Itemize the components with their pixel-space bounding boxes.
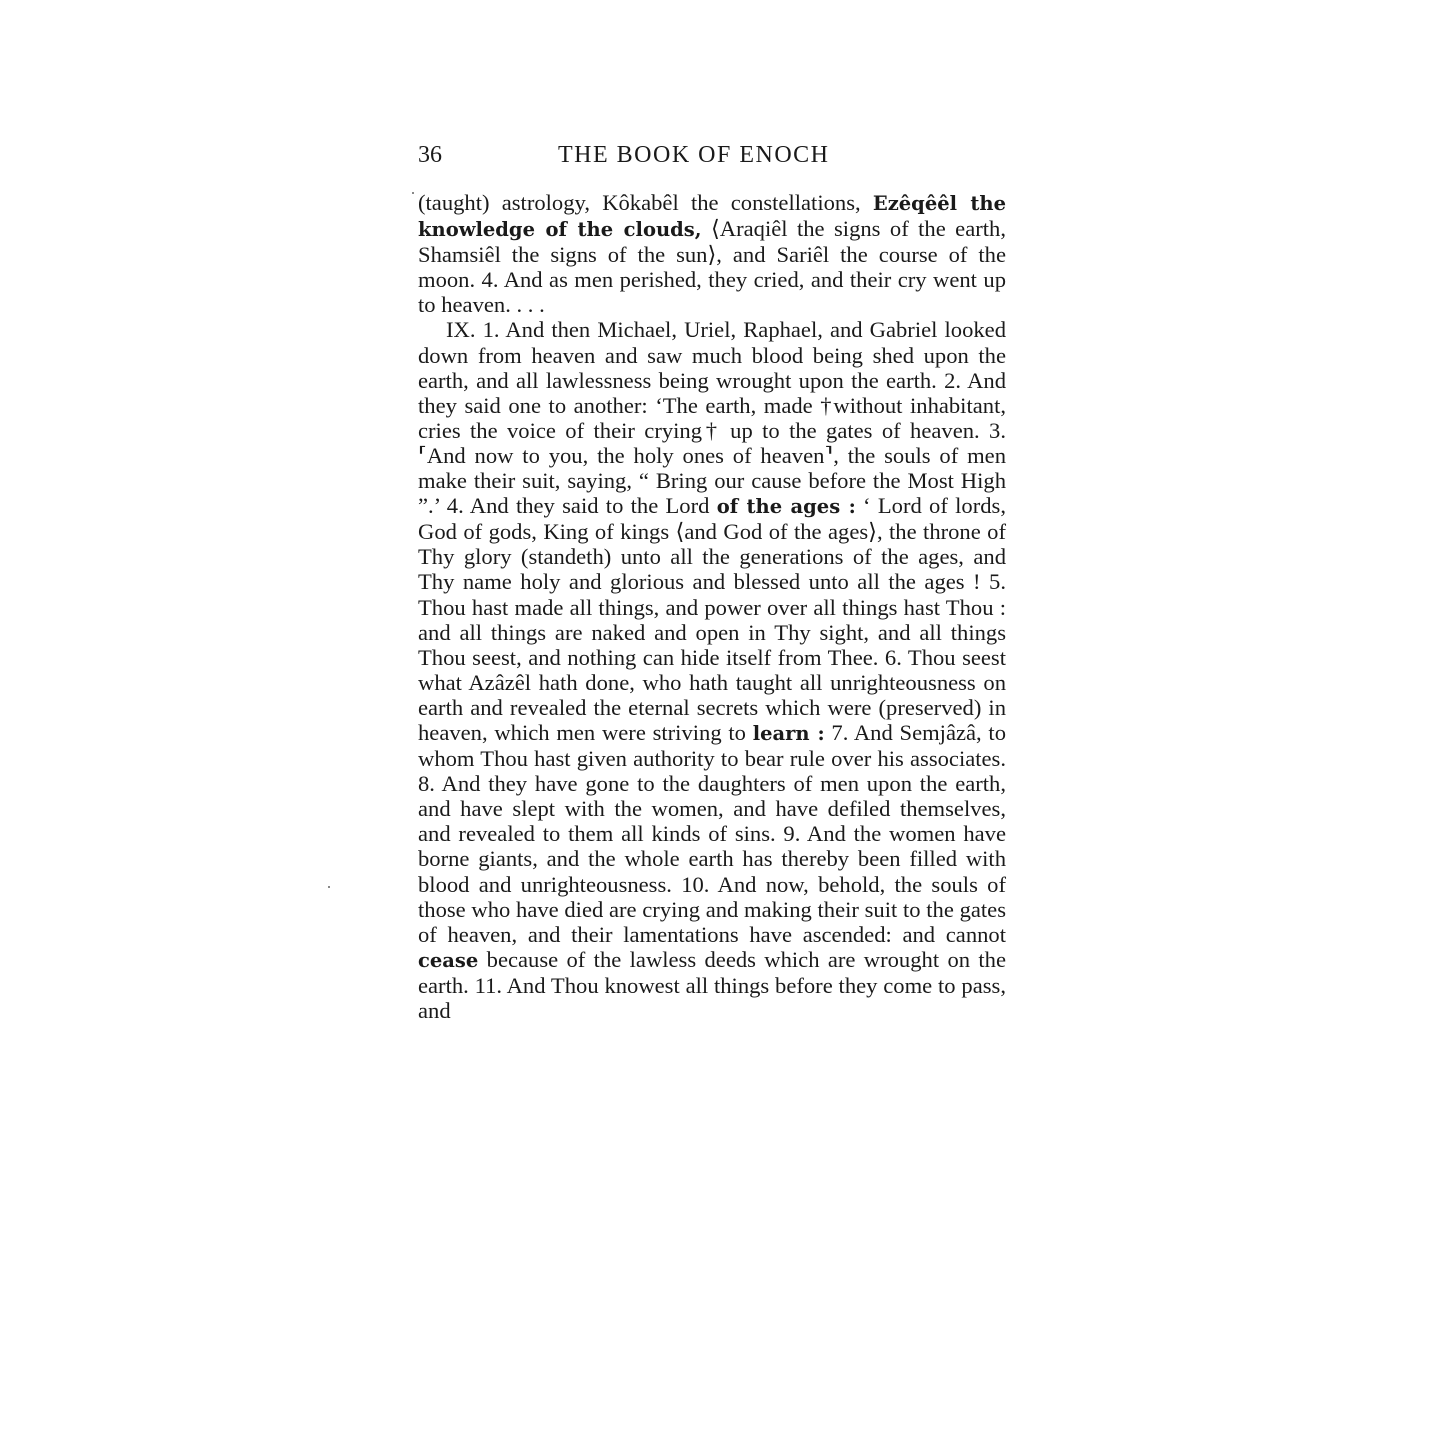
paragraph-chapter-8-end xyxy=(418,190,1006,317)
bold-text-span: learn : xyxy=(752,721,825,745)
paragraph-chapter-9 xyxy=(418,317,1006,1023)
text-span: (taught) astrology, Kôkabêl the constellations, xyxy=(418,190,873,215)
book-page xyxy=(418,140,1006,1023)
bold-text-span: cease xyxy=(418,948,479,972)
scan-speck xyxy=(328,886,330,888)
page-number: 36 xyxy=(418,142,442,168)
bold-text-span: of the ages : xyxy=(716,495,856,519)
text-span: because of the lawless deeds which are wrought on the earth. 11. And Thou knowest all things before they come to pass, and xyxy=(418,946,1006,1023)
running-title: THE BOOK OF ENOCH xyxy=(558,142,830,168)
page-header xyxy=(418,140,1006,174)
bold-text-span: Ezêqêêl the knowledge of the clouds, xyxy=(418,192,1006,242)
text-span: ⟨Araqiêl the signs of the earth, Shamsiêl the signs of the sun⟩, and Sariêl the course of the moon. 4. And as men perished, they cried, and their cry went up to heaven. . . . xyxy=(418,216,1006,318)
text-span: IX. 1. And then Michael, Uriel, Raphael, and Gabriel looked down from heaven and saw much blood being shed upon the earth, and all lawlessness being wrought upon the earth. 2. And they said one to another: ‘The earth, made †without inhabitant, cries the voice of their crying† up to the gates of heaven. 3. ⸢And now to you, the holy ones of heaven⸣, the souls of men make their suit, saying, “ Bring our cause before the Most High ”.’ 4. And they said to the Lord xyxy=(418,317,1006,519)
text-span: ‘ Lord of lords, God of gods, King of kings ⟨and God of the ages⟩, the throne of Thy glory (standeth) unto all the generations of the ages, and Thy name holy and glorious and blessed unto all the ages ! 5. Thou hast made all things, and power over all things hast Thou : and all things are naked and open in Thy sight, and all things Thou seest, and nothing can hide itself from Thee. 6. Thou seest what Azâzêl hath done, who hath taught all unrighteousness on earth and revealed the eternal secrets which were (preserved) in heaven, which men were striving to xyxy=(418,493,1006,745)
body-text xyxy=(418,190,1006,1023)
scan-speck xyxy=(412,192,414,194)
text-span: 7. And Semjâzâ, to whom Thou hast given authority to bear rule over his associates. 8. And they have gone to the daughters of men upon the earth, and have slept with the women, and have defiled themselves, and revealed to them all kinds of sins. 9. And the women have borne giants, and the whole earth has thereby been filled with blood and unrighteousness. 10. And now, behold, the souls of those who have died are crying and making their suit to the gates of heaven, and their lamentations have ascended: and cannot xyxy=(418,719,1006,947)
